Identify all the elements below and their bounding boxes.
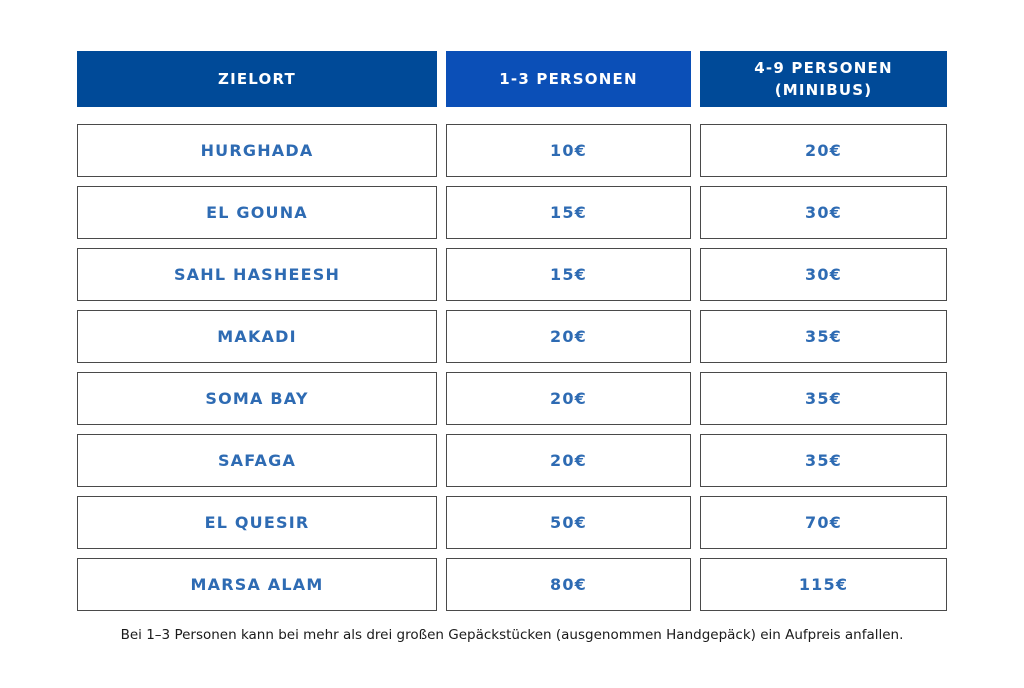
price-small-group-cell: 15€ <box>446 248 691 301</box>
table-row <box>77 310 947 363</box>
destination-cell: EL GOUNA <box>77 186 437 239</box>
price-table <box>77 51 947 620</box>
price-minibus-cell: 20€ <box>700 124 947 177</box>
price-small-group-cell: 80€ <box>446 558 691 611</box>
table-row <box>77 186 947 239</box>
price-small-group-cell: 20€ <box>446 434 691 487</box>
table-row <box>77 496 947 549</box>
table-row <box>77 558 947 611</box>
price-minibus-cell: 35€ <box>700 372 947 425</box>
table-header-row <box>77 51 947 107</box>
destination-cell: MARSA ALAM <box>77 558 437 611</box>
price-small-group-cell: 15€ <box>446 186 691 239</box>
price-small-group-cell: 20€ <box>446 310 691 363</box>
destination-cell: SOMA BAY <box>77 372 437 425</box>
destination-cell: SAHL HASHEESH <box>77 248 437 301</box>
price-minibus-cell: 115€ <box>700 558 947 611</box>
price-minibus-cell: 30€ <box>700 186 947 239</box>
price-minibus-cell: 70€ <box>700 496 947 549</box>
table-row <box>77 124 947 177</box>
destination-cell: EL QUESIR <box>77 496 437 549</box>
price-minibus-cell: 35€ <box>700 310 947 363</box>
destination-cell: HURGHADA <box>77 124 437 177</box>
price-small-group-cell: 50€ <box>446 496 691 549</box>
header-minibus <box>700 51 947 107</box>
price-small-group-cell: 10€ <box>446 124 691 177</box>
header-small-group <box>446 51 691 107</box>
price-minibus-cell: 30€ <box>700 248 947 301</box>
header-destination <box>77 51 437 107</box>
price-minibus-cell: 35€ <box>700 434 947 487</box>
table-row <box>77 248 947 301</box>
footnote: Bei 1–3 Personen kann bei mehr als drei großen Gepäckstücken (ausgenommen Handgepäck) ein Aufpreis anfallen. <box>120 627 904 643</box>
price-small-group-cell: 20€ <box>446 372 691 425</box>
table-row <box>77 434 947 487</box>
header-destination-label: ZIELORT <box>218 70 296 88</box>
table-row <box>77 372 947 425</box>
header-minibus-label-line2: (MINIBUS) <box>774 81 873 99</box>
destination-cell: MAKADI <box>77 310 437 363</box>
header-small-group-label: 1-3 PERSONEN <box>499 70 638 88</box>
destination-cell: SAFAGA <box>77 434 437 487</box>
header-minibus-label-line1: 4-9 PERSONEN <box>754 59 893 77</box>
